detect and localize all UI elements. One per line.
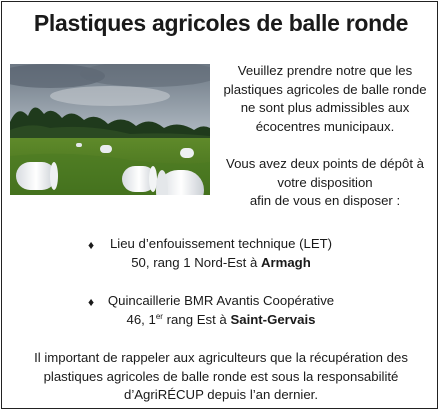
intro-line: Veuillez prendre notre que les — [237, 63, 413, 78]
address-text: 50, rang 1 Nord-Est à — [131, 255, 261, 270]
location-2-address — [0, 311, 442, 330]
bullet-icon: ♦ — [88, 295, 95, 309]
hay-bales-image — [10, 64, 210, 195]
intro-text — [212, 62, 438, 211]
intro-line: Vous avez deux points de dépôt à — [226, 156, 424, 171]
town-name: Saint-Gervais — [230, 312, 316, 327]
bullet-icon: ♦ — [88, 238, 95, 252]
intro-line: ne sont plus admissibles aux — [240, 100, 410, 115]
intro-line: afin de vous en disposer : — [249, 193, 401, 208]
location-1-name: Lieu d’enfouissement technique (LET) — [109, 236, 333, 251]
intro-line: écocentres municipaux. — [255, 118, 395, 134]
footer-note — [0, 349, 442, 405]
address-text: rang Est à — [162, 312, 231, 327]
bale-2 — [122, 166, 157, 192]
ordinal-suffix: er — [155, 312, 163, 321]
address-text: 46, 1 — [126, 312, 156, 327]
location-2-name: Quincaillerie BMR Avantis Coopérative — [107, 293, 335, 308]
footer-line: d’AgriRÉCUP depuis l’an dernier. — [123, 387, 318, 402]
location-1-address — [0, 254, 442, 273]
intro-line: votre disposition — [277, 174, 373, 190]
intro-line: plastiques agricoles de balle ronde — [223, 81, 427, 97]
page-title: Plastiques agricoles de balle ronde — [33, 10, 409, 36]
footer-line: Il important de rappeler aux agriculteurs que la récupération des — [34, 350, 408, 365]
bale-1 — [16, 162, 58, 190]
footer-line: plastiques agricoles de balle ronde est sous la responsabilité — [43, 368, 399, 384]
bale-field-photo — [10, 64, 210, 195]
town-name: Armagh — [260, 255, 311, 270]
